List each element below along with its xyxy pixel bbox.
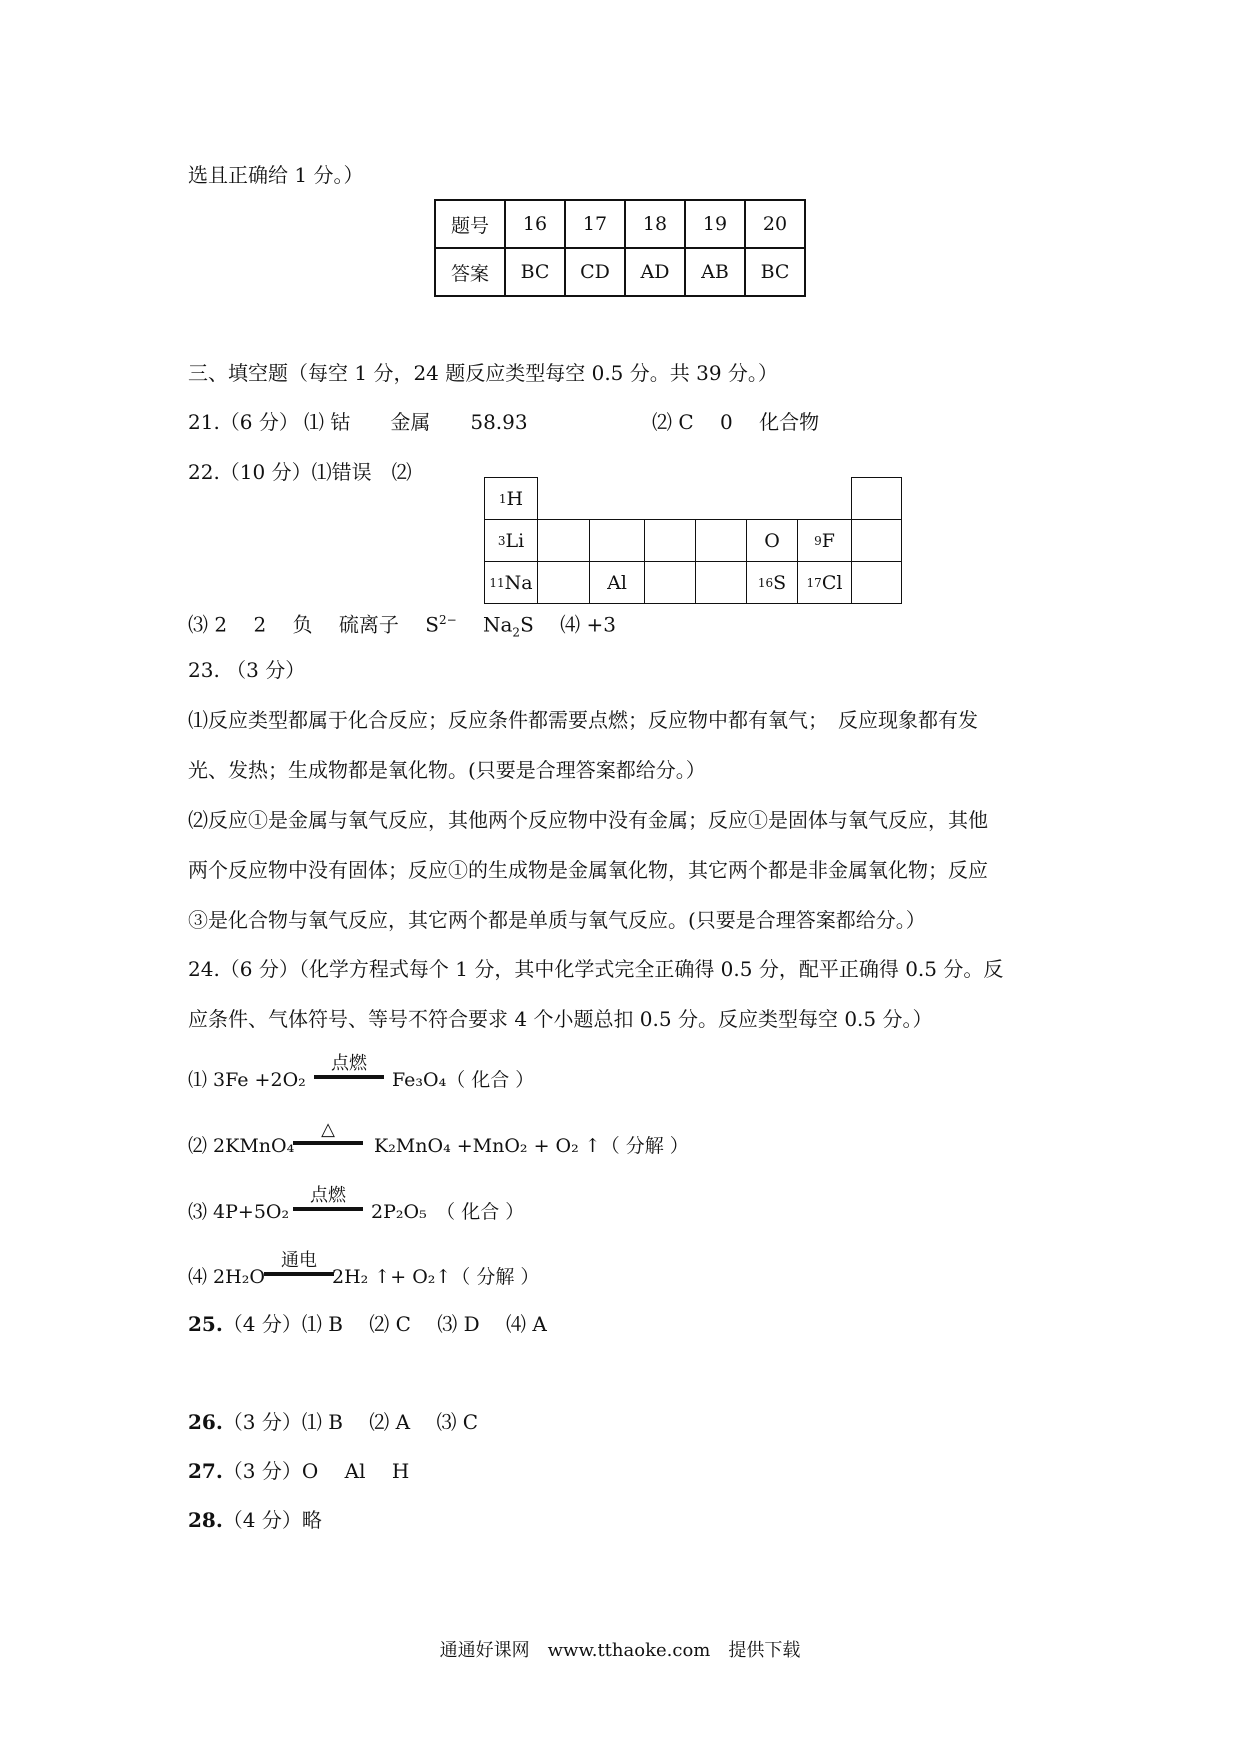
empty-cell: [695, 519, 747, 562]
page-footer: 通通好课网 www.tthaoke.com 提供下载: [439, 1640, 801, 1661]
table-cell: BC: [745, 248, 805, 296]
reaction-condition: 点燃: [314, 1054, 384, 1079]
q25: 25.（4 分）⑴ B ⑵ C ⑶ D ⑷ A: [188, 1312, 547, 1336]
table-header-cell: 题号: [435, 200, 505, 248]
equation-4-right: 2H₂ ↑+ O₂↑（ 分解 ）: [332, 1266, 540, 1288]
element-li: 3 Li: [484, 519, 538, 562]
table-cell: AD: [625, 248, 685, 296]
q26: 26.（3 分）⑴ B ⑵ A ⑶ C: [188, 1410, 479, 1434]
q23-paragraph: ③是化合物与氧气反应，其它两个都是单质与氧气反应。(只要是合理答案都给分。）: [188, 908, 926, 932]
empty-cell: [644, 561, 696, 604]
reaction-condition: △: [293, 1120, 363, 1145]
equation-3-right: 2P₂O₅ （ 化合 ）: [371, 1201, 525, 1223]
section-title: 三、填空题（每空 1 分，24 题反应类型每空 0.5 分。共 39 分。）: [188, 361, 778, 385]
reaction-condition: 通电: [264, 1251, 334, 1276]
q23-paragraph: ⑴反应类型都属于化合反应；反应条件都需要点燃；反应物中都有氧气； 反应现象都有发: [188, 708, 978, 732]
empty-cell: [851, 561, 902, 604]
q23-paragraph: 两个反应物中没有固体；反应①的生成物是金属氧化物，其它两个都是非金属氧化物；反应: [188, 858, 988, 882]
equation-1-left: ⑴ 3Fe +2O₂: [188, 1069, 306, 1091]
table-cell: AB: [685, 248, 745, 296]
q23-paragraph: 光、发热；生成物都是氧化物。(只要是合理答案都给分。）: [188, 758, 706, 782]
element-f: 9 F: [797, 519, 852, 562]
q21-label: 21.（6 分）: [188, 410, 299, 434]
answer-table: [434, 199, 806, 297]
equation-3-left: ⑶ 4P+5O₂: [188, 1201, 290, 1223]
equation-2-right: K₂MnO₄ +MnO₂ + O₂ ↑（ 分解 ）: [374, 1135, 689, 1157]
q22-label: 22.（10 分）⑴错误 ⑵: [188, 460, 412, 484]
equation-1-right: Fe₃O₄（ 化合 ）: [392, 1069, 535, 1091]
q22-line2: ⑶ 2 2 负 硫离子 $S^{2-}$ $Na_2S$ ⑷ +3: [188, 612, 616, 640]
q23-label: 23. （3 分）: [188, 658, 306, 682]
q21-part2: ⑵ C 0 化合物: [652, 410, 820, 434]
table-cell: 18: [625, 200, 685, 248]
reaction-condition: 点燃: [293, 1186, 363, 1211]
equation-4-left: ⑷ 2H₂O: [188, 1266, 265, 1288]
empty-cell: [589, 519, 645, 562]
empty-cell: [851, 519, 902, 562]
table-cell: 20: [745, 200, 805, 248]
empty-cell: [851, 477, 902, 520]
element-h: 1 H: [484, 477, 538, 520]
table-cell: CD: [565, 248, 625, 296]
table-cell: BC: [505, 248, 565, 296]
element-s: 16 S: [746, 561, 798, 604]
element-o: O: [746, 519, 798, 562]
q24-label: 应条件、气体符号、等号不符合要求 4 个小题总扣 0.5 分。反应类型每空 0.5 分。）: [188, 1007, 933, 1031]
equation-2-left: ⑵ 2KMnO₄: [188, 1135, 295, 1157]
element-al: Al: [589, 561, 645, 604]
table-cell: 17: [565, 200, 625, 248]
element-na: 11 Na: [484, 561, 538, 604]
q27: 27.（3 分）O Al H: [188, 1459, 410, 1483]
table-cell: 16: [505, 200, 565, 248]
table-row: [435, 200, 805, 248]
q28: 28.（4 分）略: [188, 1508, 322, 1532]
table-row: [435, 248, 805, 296]
q21-part1: ⑴ 钴 金属 58.93: [304, 410, 528, 434]
element-cl: 17 Cl: [797, 561, 852, 604]
table-cell: 19: [685, 200, 745, 248]
empty-cell: [537, 561, 590, 604]
empty-cell: [537, 519, 590, 562]
q23-paragraph: ⑵反应①是金属与氧气反应，其他两个反应物中没有金属；反应①是固体与氧气反应，其他: [188, 808, 988, 832]
empty-cell: [644, 519, 696, 562]
empty-cell: [695, 561, 747, 604]
table-header-cell: 答案: [435, 248, 505, 296]
q24-label: 24.（6 分）（化学方程式每个 1 分，其中化学式完全正确得 0.5 分，配平正确得 0.5 分。反: [188, 957, 1004, 981]
top-note: 选且正确给 1 分。）: [188, 163, 364, 187]
